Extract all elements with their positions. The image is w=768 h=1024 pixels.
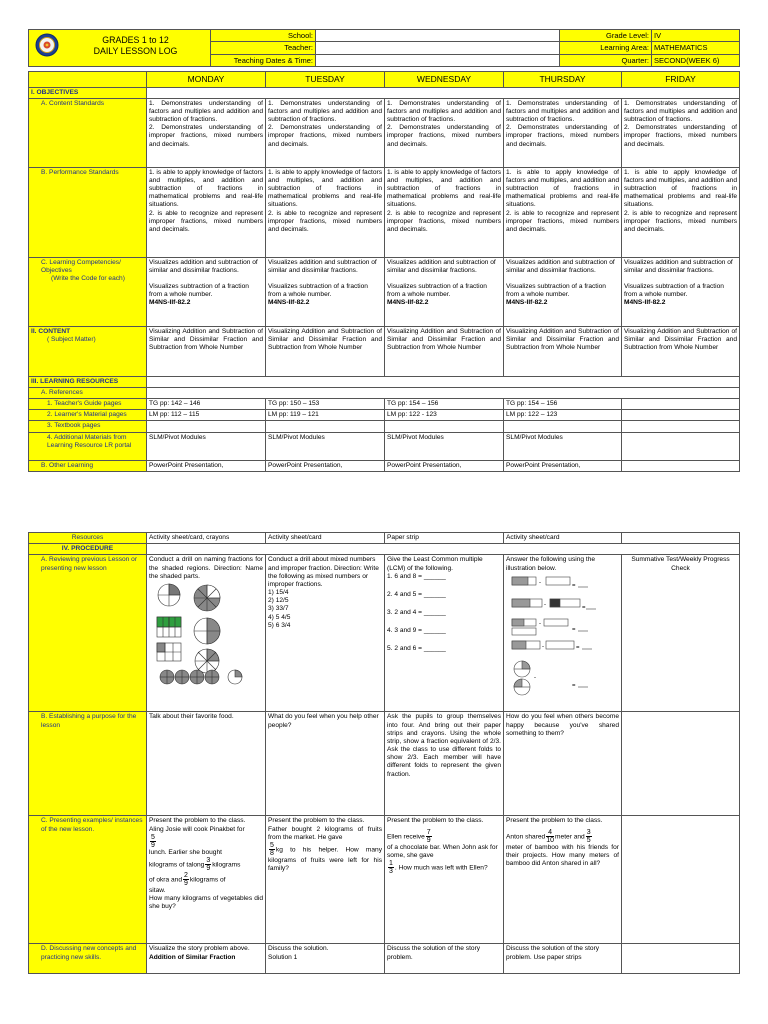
examples-monday-f: of okra and <box>149 876 182 884</box>
lesson-table-part1 <box>28 71 740 472</box>
comp-1: Visualizes addition and subtraction of similar and dissimilar fractions. <box>149 258 258 274</box>
comp-2: Visualizes subtraction of a fraction from a whole number. <box>268 283 368 299</box>
day-header-monday: MONDAY <box>147 72 266 88</box>
content-standards-thursday <box>504 98 622 167</box>
examples-tuesday <box>266 816 385 944</box>
additional-monday: SLM/Pivot Modules <box>147 432 266 460</box>
area-value: MATHEMATICS <box>652 42 740 54</box>
purpose-friday <box>622 712 740 816</box>
lm-wednesday: LM pp: 122 - 123 <box>385 410 504 421</box>
textbook-tuesday <box>266 421 385 432</box>
review-wednesday-item: 5. 2 and 6 = ______ <box>387 645 446 653</box>
discussing-thursday: Discuss the solution of the story problem. Use paper strips <box>504 944 622 974</box>
discussing-tuesday <box>266 944 385 974</box>
lm-friday <box>622 410 740 421</box>
discussing-monday-b: Addition of Similar Fraction <box>149 953 236 961</box>
comp-code: M4NS-IIf-82.2 <box>387 299 429 307</box>
other-label: B. Other Learning <box>29 460 147 471</box>
review-thursday <box>504 555 622 712</box>
illus-operator-minus: - <box>544 601 546 608</box>
review-tuesday-item: 5) 6 3/4 <box>268 621 291 629</box>
school-label: School: <box>211 30 316 42</box>
discussing-friday <box>622 944 740 974</box>
examples-tuesday-b: kg to his helper. How many kilograms of fruits were left for his family? <box>268 846 382 873</box>
textbook-thursday <box>504 421 622 432</box>
comp-1: Visualizes addition and subtraction of similar and dissimilar fractions. <box>624 258 733 274</box>
illus-operator-minus: - <box>534 674 536 681</box>
procedure-blank <box>147 544 740 555</box>
other-thursday: PowerPoint Presentation, <box>504 460 622 471</box>
review-tuesday <box>266 555 385 712</box>
comp-1: Visualizes addition and subtraction of similar and dissimilar fractions. <box>506 258 615 274</box>
resources-cont-label: Resources <box>29 533 147 544</box>
header-title-line2: DAILY LESSON LOG <box>93 46 178 57</box>
content-std-2: 2. Demonstrates understanding of improper fractions, mixed numbers and decimals. <box>149 124 263 148</box>
content-std-2: 2. Demonstrates understanding of improper fractions, mixed numbers and decimals. <box>268 124 382 148</box>
examples-wednesday-a: Ellen receive <box>387 832 425 840</box>
review-friday: Summative Test/Weekly Progress Check <box>622 555 740 712</box>
discussing-wednesday: Discuss the solution of the story problem. <box>385 944 504 974</box>
procedure-heading: IV. PROCEDURE <box>29 544 147 555</box>
lm-tuesday: LM pp: 119 – 121 <box>266 410 385 421</box>
content-std-1: 1. Demonstrates understanding of factors and multiples and addition and subtraction of fractions. <box>387 99 501 124</box>
content-wednesday: Visualizing Addition and Subtraction of Similar and Dissimilar Fraction and Subtraction from Whole Number <box>385 326 504 376</box>
content-std-2: 2. Demonstrates understanding of improper fractions, mixed numbers and decimals. <box>506 124 619 148</box>
teacher-value[interactable] <box>316 42 560 54</box>
quarter-value: SECOND(WEEK 6) <box>652 54 740 66</box>
illus-operator-minus: - <box>542 643 544 650</box>
content-friday: Visualizing Addition and Subtraction of Similar and Dissimilar Fraction and Subtraction from Whole Number <box>622 326 740 376</box>
day-header-blank <box>29 72 147 88</box>
competencies-tuesday <box>266 257 385 326</box>
review-tuesday-item: 3) 33/7 <box>268 605 289 613</box>
examples-wednesday-c: . How much was left with Ellen? <box>394 864 488 872</box>
performance-standards-wednesday <box>385 167 504 257</box>
area-label: Learning Area: <box>560 42 652 54</box>
performance-standards-monday <box>147 167 266 257</box>
illus-operator-minus: - <box>539 579 541 586</box>
fraction-2-9: $\frac{2}{9}$ <box>184 871 188 887</box>
textbook-label: 3. Textbook pages <box>29 421 147 432</box>
lm-monday: LM pp: 112 – 115 <box>147 410 266 421</box>
purpose-thursday: How do you feel when others become happy because you've shared something to them? <box>504 712 622 816</box>
textbook-friday <box>622 421 740 432</box>
purpose-label: B. Establishing a purpose for the lesson <box>29 712 147 816</box>
perf-std-1: 1. is able to apply knowledge of factors and multiples, and addition and subtraction of fractions in mathematical problems and real-life situations. <box>624 168 737 209</box>
fraction-4-10: $\frac{4}{10}$ <box>546 828 555 844</box>
review-wednesday-intro: Give the Least Common multiple (LCM) of the following. <box>387 556 483 572</box>
tg-thursday: TG pp: 154 – 156 <box>504 399 622 410</box>
content-standards-friday <box>622 98 740 167</box>
illus-operator-equals: = <box>576 644 580 651</box>
examples-thursday-b: meter and <box>555 832 585 840</box>
purpose-wednesday: Ask the pupils to group themselves into four. And bring out their paper strips and crayons. Using the whole strip, show a fraction equivalent of 2/3. Ask the class to use different folds to show 2/3. Each member will have different folds to represent the given fraction. <box>385 712 504 816</box>
discussing-monday-a: Visualize the story problem above. <box>149 945 250 953</box>
day-header-tuesday: TUESDAY <box>266 72 385 88</box>
review-monday-text: Conduct a drill on naming fractions for the shaded regions. Direction: Name the shaded parts. <box>149 556 263 580</box>
header-table <box>28 29 740 67</box>
content-std-1: 1. Demonstrates understanding of factors and multiples and addition and subtraction of fractions. <box>149 99 263 124</box>
perf-std-2: 2. is able to recognize and represent improper fractions, mixed numbers and decimals. <box>268 209 382 233</box>
lm-label: 2. Learner's Material pages <box>29 410 147 421</box>
examples-monday-b: lunch. Earlier she bought <box>149 848 222 856</box>
content-std-2: 2. Demonstrates understanding of improper fractions, mixed numbers and decimals. <box>624 124 737 148</box>
textbook-monday <box>147 421 266 432</box>
content-std-1: 1. Demonstrates understanding of factors and multiples and addition and subtraction of fractions. <box>506 99 619 124</box>
fraction-3-9: $\frac{3}{9}$ <box>206 856 211 872</box>
comp-1: Visualizes addition and subtraction of similar and dissimilar fractions. <box>268 258 377 274</box>
additional-label: 4. Additional Materials from Learning Resource LR portal <box>29 432 147 460</box>
competencies-friday <box>622 257 740 326</box>
comp-code: M4NS-IIf-82.2 <box>149 299 191 307</box>
content-standards-wednesday <box>385 98 504 167</box>
examples-monday-e: kilograms <box>212 861 241 869</box>
tg-monday: TG pp: 142 – 146 <box>147 399 266 410</box>
day-header-thursday: THURSDAY <box>504 72 622 88</box>
competencies-monday <box>147 257 266 326</box>
fraction-5-9: $\frac{5}{9}$ <box>151 833 155 849</box>
content-standards-monday <box>147 98 266 167</box>
other-tuesday: PowerPoint Presentation, <box>266 460 385 471</box>
dates-value[interactable] <box>316 54 560 66</box>
examples-friday <box>622 816 740 944</box>
perf-std-1: 1. is able to apply knowledge of factors and multiples, and addition and subtraction of fractions in mathematical problems and real-life situations. <box>387 168 501 209</box>
header-title-cell <box>29 30 211 67</box>
perf-std-2: 2. is able to recognize and represent improper fractions, mixed numbers and decimals. <box>506 209 619 233</box>
illus-operator-equals: = <box>572 682 576 689</box>
other-monday: PowerPoint Presentation, <box>147 460 266 471</box>
content-std-2: 2. Demonstrates understanding of improper fractions, mixed numbers and decimals. <box>387 124 501 148</box>
content-monday: Visualizing Addition and Subtraction of Similar and Dissimilar Fraction and Subtraction from Whole Number <box>147 326 266 376</box>
other-friday <box>622 460 740 471</box>
review-thursday-intro: Answer the following using the illustration below. <box>506 556 596 572</box>
perf-std-2: 2. is able to recognize and represent improper fractions, mixed numbers and decimals. <box>149 209 263 233</box>
review-tuesday-intro: Conduct a drill about mixed numbers and improper fraction. Direction: Write the following as mixed numbers or improper fractions. <box>268 556 379 588</box>
tg-tuesday: TG pp: 150 – 153 <box>266 399 385 410</box>
examples-monday-i: How many kilograms of vegetables did she buy? <box>149 895 263 911</box>
review-wednesday-item: 1. 6 and 8 = ______ <box>387 572 446 580</box>
discussing-tuesday-a: Discuss the solution. <box>268 945 329 953</box>
content-std-1: 1. Demonstrates understanding of factors and multiples and addition and subtraction of fractions. <box>268 99 382 124</box>
illus-operator-minus: - <box>539 620 541 627</box>
header-title-line1: GRADES 1 to 12 <box>102 35 169 45</box>
tg-friday <box>622 399 740 410</box>
performance-standards-tuesday <box>266 167 385 257</box>
other-wednesday: PowerPoint Presentation, <box>385 460 504 471</box>
tg-wednesday: TG pp: 154 – 156 <box>385 399 504 410</box>
examples-monday-g: kilograms of <box>189 876 226 884</box>
additional-wednesday: SLM/Pivot Modules <box>385 432 504 460</box>
content-note: ( Subject Matter) <box>47 335 96 343</box>
performance-standards-label: B. Performance Standards <box>29 167 147 257</box>
day-header-wednesday: WEDNESDAY <box>385 72 504 88</box>
references-label: A. References <box>29 387 147 398</box>
competencies-title: C. Learning Competencies/ Objectives <box>41 258 121 274</box>
content-tuesday: Visualizing Addition and Subtraction of Similar and Dissimilar Fraction and Subtraction from Whole Number <box>266 326 385 376</box>
tg-label: 1. Teacher's Guide pages <box>29 399 147 410</box>
content-standards-label: A. Content Standards <box>29 98 147 167</box>
examples-monday-h: sitaw. <box>149 886 166 894</box>
quarter-label: Quarter: <box>560 54 652 66</box>
examples-thursday-c: meter of bamboo with his friends for their projects. How many meters of bamboo did Anton shared in all? <box>506 843 619 867</box>
illus-operator-equals: = <box>572 626 576 633</box>
fraction-7-9: $\frac{7}{9}$ <box>426 828 431 844</box>
review-tuesday-item: 2) 12/5 <box>268 597 289 605</box>
perf-std-1: 1. is able to apply knowledge of factors and multiples, and addition and subtraction of fractions in mathematical problems and real-life situations. <box>506 168 619 209</box>
purpose-tuesday: What do you feel when you help other people? <box>266 712 385 816</box>
discussing-label: D. Discussing new concepts and practicing new skills. <box>29 944 147 974</box>
lesson-table-part2 <box>28 532 740 974</box>
comp-2: Visualizes subtraction of a fraction from a whole number. <box>387 283 487 299</box>
content-label <box>29 326 147 376</box>
comp-2: Visualizes subtraction of a fraction from a whole number. <box>149 283 249 299</box>
additional-thursday: SLM/Pivot Modules <box>504 432 622 460</box>
examples-tuesday-a: Father bought 2 kilograms of fruits from the market. He gave <box>268 825 382 841</box>
discussing-tuesday-b: Solution 1 <box>268 953 298 961</box>
competencies-note: (Write the Code for each) <box>51 275 125 283</box>
examples-present: Present the problem to the class. <box>387 817 484 825</box>
perf-std-2: 2. is able to recognize and represent improper fractions, mixed numbers and decimals. <box>387 209 501 233</box>
resources-blank <box>147 376 740 387</box>
review-label: A. Reviewing previous Lesson or presenting new lesson <box>29 555 147 712</box>
comp-2: Visualizes subtraction of a fraction from a whole number. <box>506 283 606 299</box>
content-std-1: 1. Demonstrates understanding of factors and multiples and addition and subtraction of fractions. <box>624 99 737 124</box>
examples-label: C. Presenting examples/ instances of the new lesson. <box>29 816 147 944</box>
review-tuesday-item: 4) 5 4/5 <box>268 613 291 621</box>
fraction-3-5: $\frac{3}{5}$ <box>586 828 591 844</box>
comp-code: M4NS-IIf-82.2 <box>506 299 548 307</box>
fraction-5-8: $\frac{5}{8}$ <box>270 841 274 857</box>
other2-wednesday: Paper strip <box>385 533 504 544</box>
content-thursday: Visualizing Addition and Subtraction of Similar and Dissimilar Fraction and Subtraction from Whole Number <box>504 326 622 376</box>
examples-monday-a: Aling Josie will cook Pinakbet for <box>149 825 245 833</box>
shaded-fractions-illustration <box>149 581 261 686</box>
other2-monday: Activity sheet/card, crayons <box>147 533 266 544</box>
other2-friday <box>622 533 740 544</box>
comp-code: M4NS-IIf-82.2 <box>268 299 310 307</box>
competencies-wednesday <box>385 257 504 326</box>
illus-operator-equals: = <box>582 604 586 611</box>
performance-standards-thursday <box>504 167 622 257</box>
other2-tuesday: Activity sheet/card <box>266 533 385 544</box>
references-blank <box>147 387 740 398</box>
school-value[interactable] <box>316 30 560 42</box>
review-tuesday-item: 1) 15/4 <box>268 589 289 597</box>
fraction-bars-illustration <box>506 573 618 701</box>
comp-code: M4NS-IIf-82.2 <box>624 299 666 307</box>
textbook-wednesday <box>385 421 504 432</box>
review-wednesday-item: 4. 3 and 9 = ______ <box>387 627 446 635</box>
fraction-1-3: $\frac{1}{3}$ <box>389 859 393 875</box>
comp-2: Visualizes subtraction of a fraction from a whole number. <box>624 283 724 299</box>
grade-value: IV <box>652 30 740 42</box>
other2-thursday: Activity sheet/card <box>504 533 622 544</box>
discussing-monday <box>147 944 266 974</box>
examples-wednesday-b: of a chocolate bar. When John ask for some, she gave <box>387 843 498 859</box>
comp-1: Visualizes addition and subtraction of similar and dissimilar fractions. <box>387 258 496 274</box>
examples-present: Present the problem to the class. <box>268 817 365 825</box>
performance-standards-friday <box>622 167 740 257</box>
deped-seal-icon <box>35 33 59 57</box>
perf-std-1: 1. is able to apply knowledge of factors and multiples, and addition and subtraction of fractions in mathematical problems and real-life situations. <box>149 168 263 209</box>
purpose-monday: Talk about their favorite food. <box>147 712 266 816</box>
competencies-label <box>29 257 147 326</box>
teacher-label: Teacher: <box>211 42 316 54</box>
examples-present: Present the problem to the class. <box>149 817 246 825</box>
grade-label: Grade Level: <box>560 30 652 42</box>
review-wednesday <box>385 555 504 712</box>
examples-thursday-a: Anton shared <box>506 832 546 840</box>
examples-monday <box>147 816 266 944</box>
examples-present: Present the problem to the class. <box>506 817 603 825</box>
competencies-thursday <box>504 257 622 326</box>
perf-std-1: 1. is able to apply knowledge of factors and multiples, and addition and subtraction of fractions in mathematical problems and real-life situations. <box>268 168 382 209</box>
examples-wednesday <box>385 816 504 944</box>
review-monday <box>147 555 266 712</box>
day-header-friday: FRIDAY <box>622 72 740 88</box>
objectives-heading: I. OBJECTIVES <box>29 87 147 98</box>
examples-thursday <box>504 816 622 944</box>
additional-friday <box>622 432 740 460</box>
review-wednesday-item: 2. 4 and 5 = ______ <box>387 590 446 598</box>
objectives-blank <box>147 87 740 98</box>
content-title: II. CONTENT <box>31 327 71 335</box>
dates-label: Teaching Dates & Time: <box>211 54 316 66</box>
review-wednesday-item: 3. 2 and 4 = ______ <box>387 609 446 617</box>
content-standards-tuesday <box>266 98 385 167</box>
resources-heading: III. LEARNING RESOURCES <box>29 376 147 387</box>
lm-thursday: LM pp: 122 – 123 <box>504 410 622 421</box>
examples-monday-c: kilograms of talong <box>149 861 205 869</box>
additional-tuesday: SLM/Pivot Modules <box>266 432 385 460</box>
perf-std-2: 2. is able to recognize and represent improper fractions, mixed numbers and decimals. <box>624 209 737 233</box>
illus-operator-equals: = <box>572 582 576 589</box>
